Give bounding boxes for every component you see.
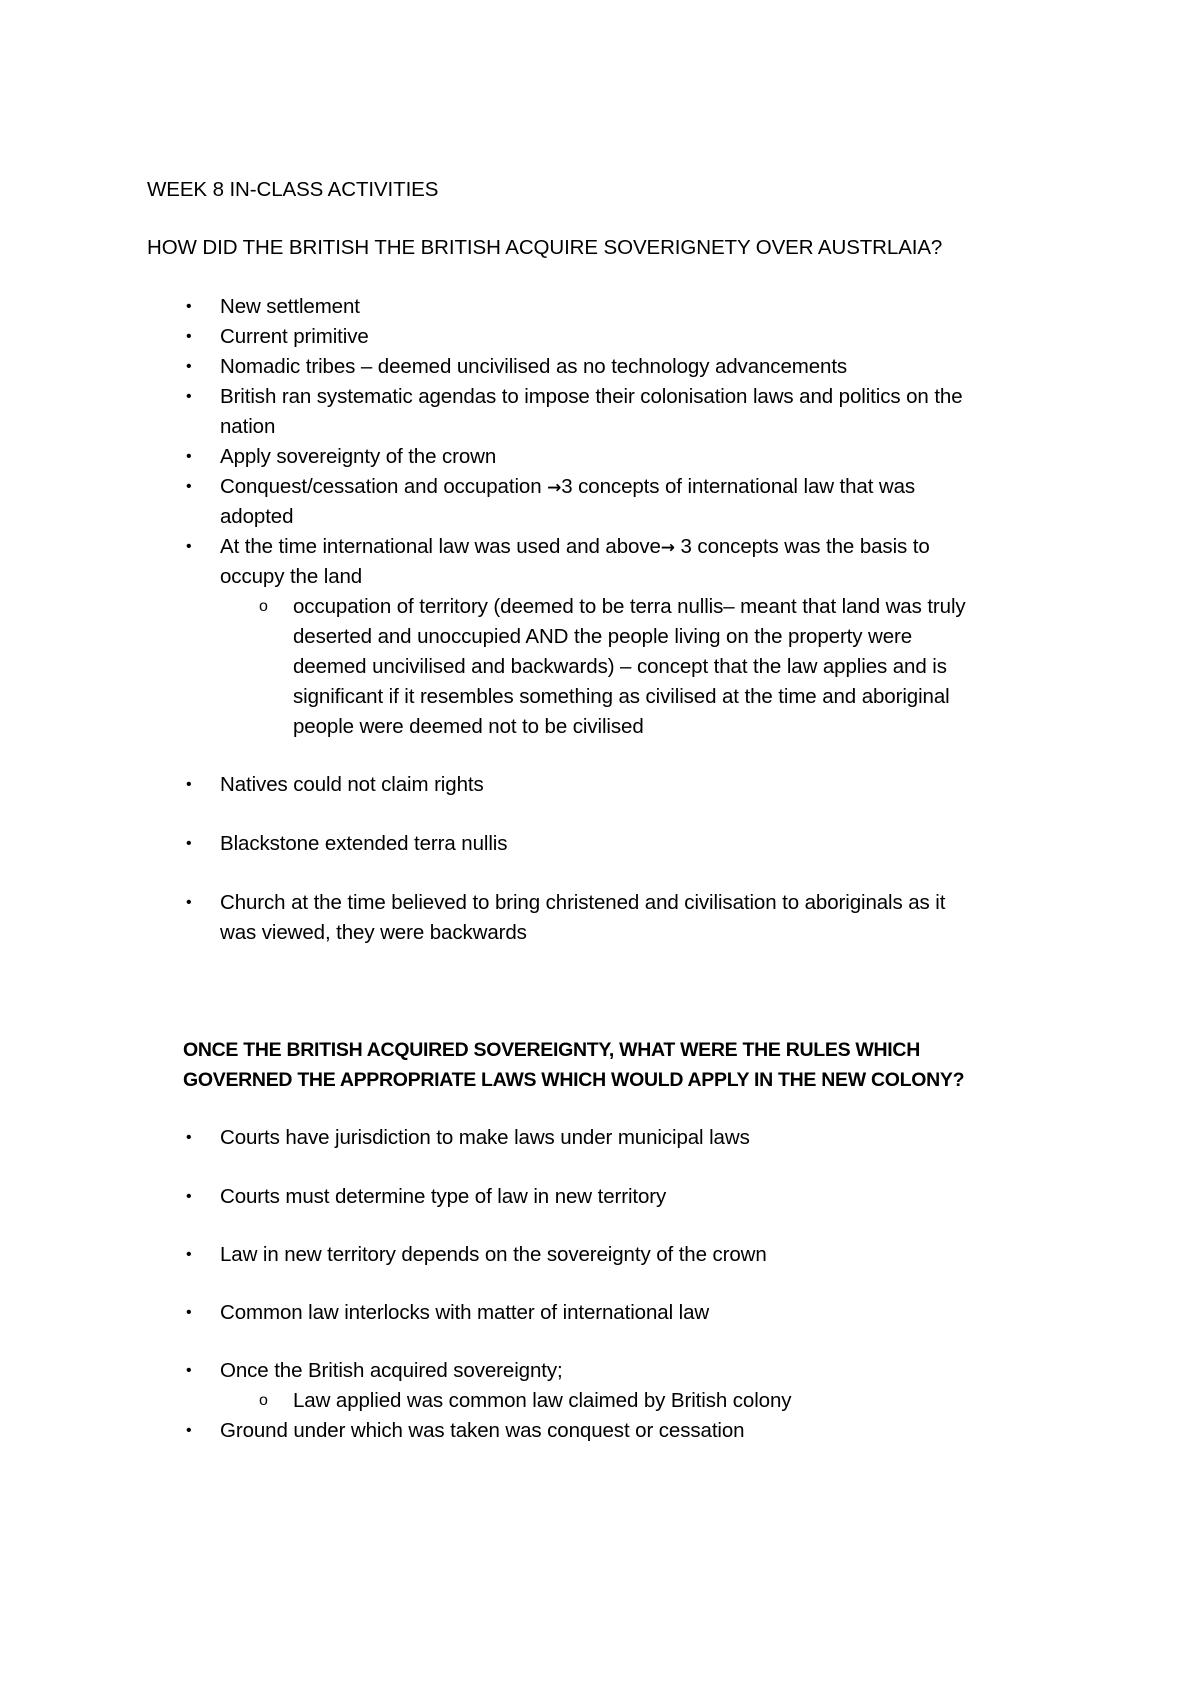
list-item: British ran systematic agendas to impose their colonisation laws and politics on the [220,385,963,408]
bullet-marker: • [186,1246,192,1263]
document-title: WEEK 8 IN-CLASS ACTIVITIES [147,178,439,201]
bullet-marker: • [186,1188,192,1205]
sub-bullet-marker: o [259,598,268,615]
list-item: Law in new territory depends on the sovereignty of the crown [220,1243,767,1266]
sub-list-item-continuation: people were deemed not to be civilised [293,715,644,738]
sub-list-item-continuation: deserted and unoccupied AND the people living on the property were [293,625,913,648]
list-item [220,532,930,563]
bullet-marker: • [186,1304,192,1321]
list-item: Courts must determine type of law in new territory [220,1185,667,1208]
sub-list-item-continuation: significant if it resembles something as civilised at the time and aboriginal [293,685,950,708]
bullet-marker: • [186,388,192,405]
question-heading-2: ONCE THE BRITISH ACQUIRED SOVEREIGNTY, WHAT WERE THE RULES WHICH [183,1039,920,1061]
list-item: Ground under which was taken was conquest or cessation [220,1419,745,1442]
list-item: Current primitive [220,325,369,348]
bullet-marker: • [186,894,192,911]
list-item [220,472,915,503]
list-item-text: 3 concepts of international law that was [561,475,916,498]
list-item-continuation: nation [220,415,276,438]
list-item: Common law interlocks with matter of international law [220,1301,710,1324]
sub-list-item: Law applied was common law claimed by British colony [293,1389,792,1412]
list-item: Apply sovereignty of the crown [220,445,497,468]
bullet-marker: • [186,328,192,345]
bullet-marker: • [186,1129,192,1146]
question-heading-1: HOW DID THE BRITISH THE BRITISH ACQUIRE SOVERIGNETY OVER AUSTRLAIA? [147,236,943,259]
list-item-text: At the time international law was used and above [220,535,661,558]
list-item: Natives could not claim rights [220,773,484,796]
bullet-marker: • [186,538,192,555]
list-item-text: 3 concepts was the basis to [674,535,930,558]
bullet-marker: • [186,358,192,375]
sub-list-item: occupation of territory (deemed to be terra nullis– meant that land was truly [293,595,966,618]
sub-list-item-continuation: deemed uncivilised and backwards) – concept that the law applies and is [293,655,947,678]
list-item: Blackstone extended terra nullis [220,832,508,855]
list-item: New settlement [220,295,360,318]
arrow-icon: → [660,538,675,558]
bullet-marker: • [186,478,192,495]
list-item-continuation: occupy the land [220,565,363,588]
bullet-marker: • [186,776,192,793]
list-item-text: Conquest/cessation and occupation [220,475,548,498]
bullet-marker: • [186,835,192,852]
arrow-icon: → [547,478,562,498]
list-item: Nomadic tribes – deemed uncivilised as no technology advancements [220,355,848,378]
list-item: Courts have jurisdiction to make laws under municipal laws [220,1126,750,1149]
bullet-marker: • [186,1422,192,1439]
list-item-continuation: was viewed, they were backwards [220,921,527,944]
sub-bullet-marker: o [259,1392,268,1409]
list-item: Once the British acquired sovereignty; [220,1359,563,1382]
list-item: Church at the time believed to bring christened and civilisation to aboriginals as it [220,891,946,914]
question-heading-2-continuation: GOVERNED THE APPROPRIATE LAWS WHICH WOULD APPLY IN THE NEW COLONY? [183,1069,965,1091]
bullet-marker: • [186,448,192,465]
bullet-marker: • [186,298,192,315]
list-item-continuation: adopted [220,505,294,528]
bullet-marker: • [186,1362,192,1379]
